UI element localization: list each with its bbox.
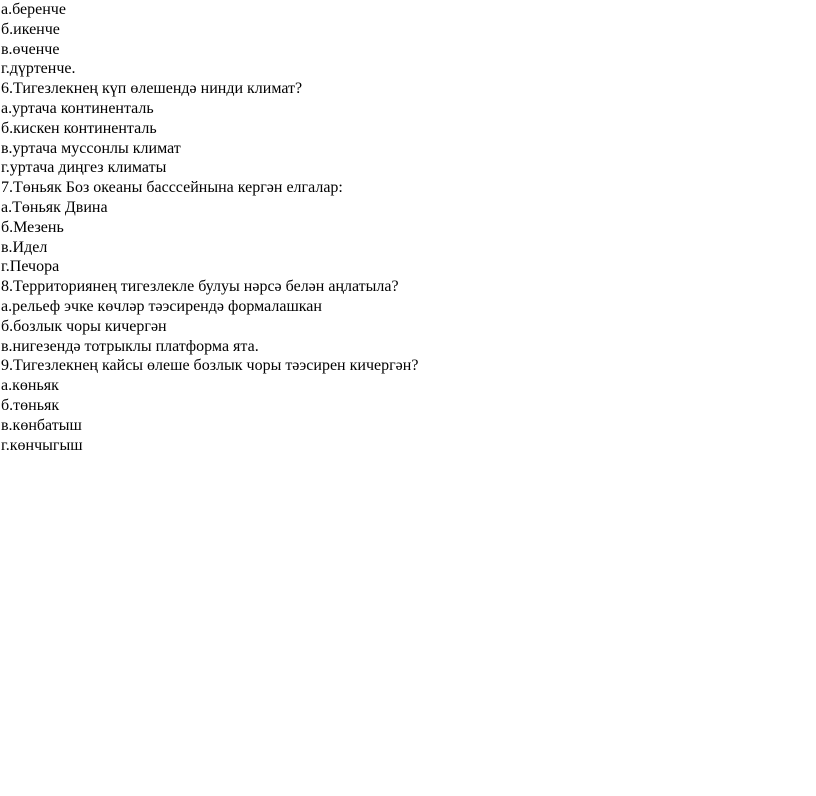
answer-option: б.бозлык чоры кичергән	[1, 317, 167, 335]
answer-option: в.көнбатыш	[1, 416, 82, 434]
answer-option: б.төньяк	[1, 396, 60, 414]
document-body	[1, 0, 801, 455]
answer-option: б.кискен континенталь	[1, 119, 157, 137]
question-8: 8.Территориянең тигезлекле булуы нәрсә белән аңлатыла?	[1, 278, 399, 296]
answer-option: в.нигезендә тотрыклы платформа ята.	[1, 337, 259, 355]
answer-option: г.көнчыгыш	[1, 436, 83, 454]
answer-option: а.беренче	[1, 1, 66, 18]
question-9: 9.Тигезлекнең кайсы өлеше бозлык чоры тәэсирен кичергән?	[1, 357, 419, 375]
answer-option: а.рельеф эчке көчләр тәэсирендә формалашкан	[1, 297, 322, 315]
answer-option: б.Мезень	[1, 218, 64, 236]
question-7: 7.Төньяк Боз океаны басссейнына кергән елгалар:	[1, 179, 343, 197]
answer-option: в.Идел	[1, 238, 48, 256]
answer-option: а.көньяк	[1, 377, 59, 395]
answer-option: в.уртача муссонлы климат	[1, 139, 181, 157]
answer-option: б.икенче	[1, 20, 60, 38]
answer-option: г.уртача диңгез климаты	[1, 159, 167, 177]
answer-option: г.дүртенче.	[1, 60, 76, 78]
answer-option: а.уртача континенталь	[1, 99, 154, 117]
answer-option: в.өченче	[1, 40, 60, 58]
question-6: 6.Тигезлекнең күп өлешендә нинди климат?	[1, 80, 303, 98]
answer-option: г.Печора	[1, 258, 60, 276]
answer-option: а.Төньяк Двина	[1, 198, 108, 216]
